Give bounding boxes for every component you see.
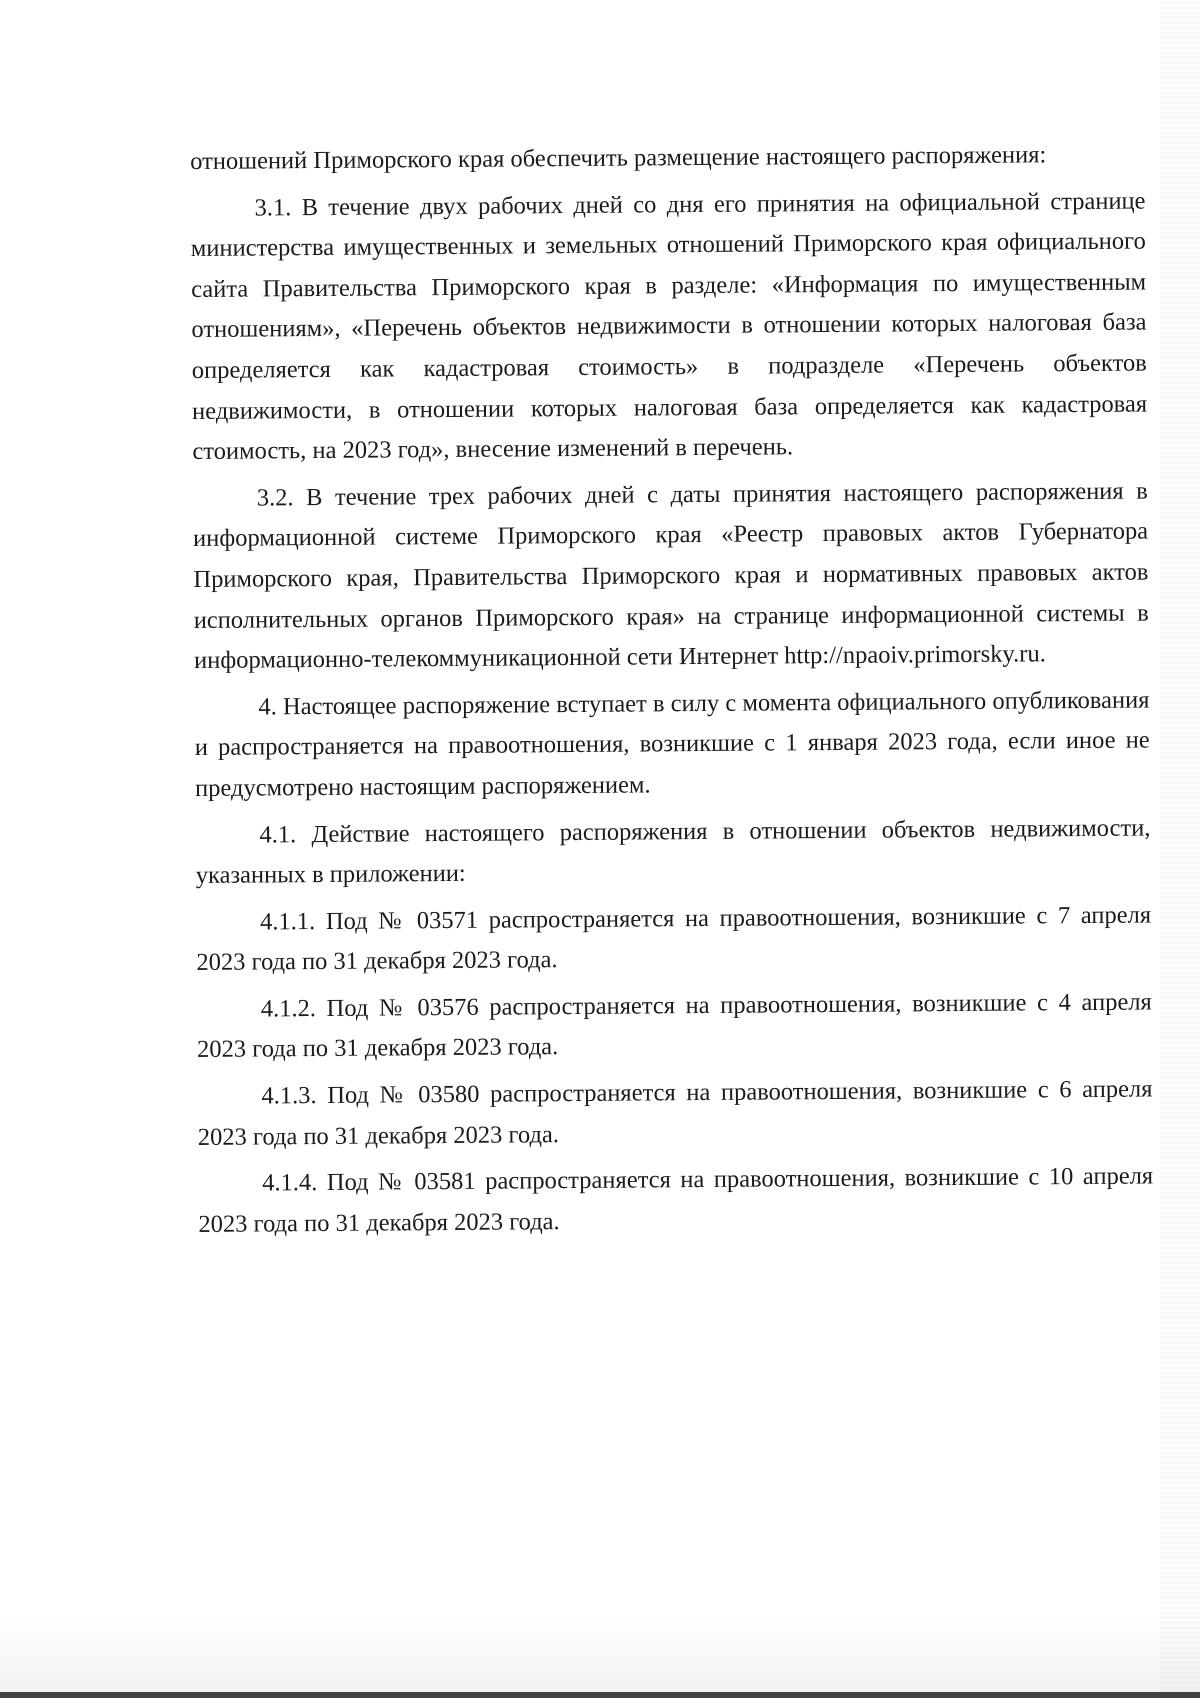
paragraph-4-1-3: 4.1.3. Под № 03580 распространяется на правоотношения, возникшие с 6 апреля 2023 года по 31 декабря 2023 года. [197,1075,1153,1151]
paragraph-4-1-4: 4.1.4. Под № 03581 распространяется на правоотношения, возникшие с 10 апреля 2023 года по 31 декабря 2023 года. [198,1162,1154,1238]
paragraph-4-1-1: 4.1.1. Под № 03571 распространяется на правоотношения, возникшие с 7 апреля 2023 года по 31 декабря 2023 года. [196,901,1152,977]
paragraph-3-2: 3.2. В течение трех рабочих дней с даты принятия настоящего распоряжения в информационной системе Приморского края «Реестр правовых актов Губернатора Приморского края, Правительства Приморского края и нормативных правовых актов исполнительных органов Приморского края» на странице информационной системы в информационно-телекоммуникационной сети Интернет http://npaoiv.primorsky.ru. [193,477,1149,675]
document-body [190,134,1154,1245]
paragraph-3-1: 3.1. В течение двух рабочих дней со дня его принятия на официальной странице министерства имущественных и земельных отношений Приморского края официального сайта Правительства Приморского края в разделе: «Информация по имущественным отношениям», «Перечень объектов недвижимости в отношении которых налоговая база определяется как кадастровая стоимость» в подразделе «Перечень объектов недвижимости, в отношении которых налоговая база определяется как кадастровая стоимость, на 2023 год», внесение изменений в перечень. [190,187,1148,466]
paragraph-4-1-2: 4.1.2. Под № 03576 распространяется на правоотношения, возникшие с 4 апреля 2023 года по 31 декабря 2023 года. [197,988,1152,1064]
scan-bottom-shade [0,1612,1200,1692]
paragraph-4: 4. Настоящее распоряжение вступает в силу с момента официального опубликования и распространяется на правоотношения, возникшие с 1 января 2023 года, если иное не предусмотрено настоящим распоряжением. [194,686,1150,802]
paragraph-4-1: 4.1. Действие настоящего распоряжения в отношении объектов недвижимости, указанных в приложении: [195,813,1151,890]
scan-bottom-edge [0,1692,1200,1698]
paragraph-continuation: отношений Приморского края обеспечить размещение настоящего распоряжения: [190,141,1047,175]
scan-edge-noise [1160,0,1200,1698]
